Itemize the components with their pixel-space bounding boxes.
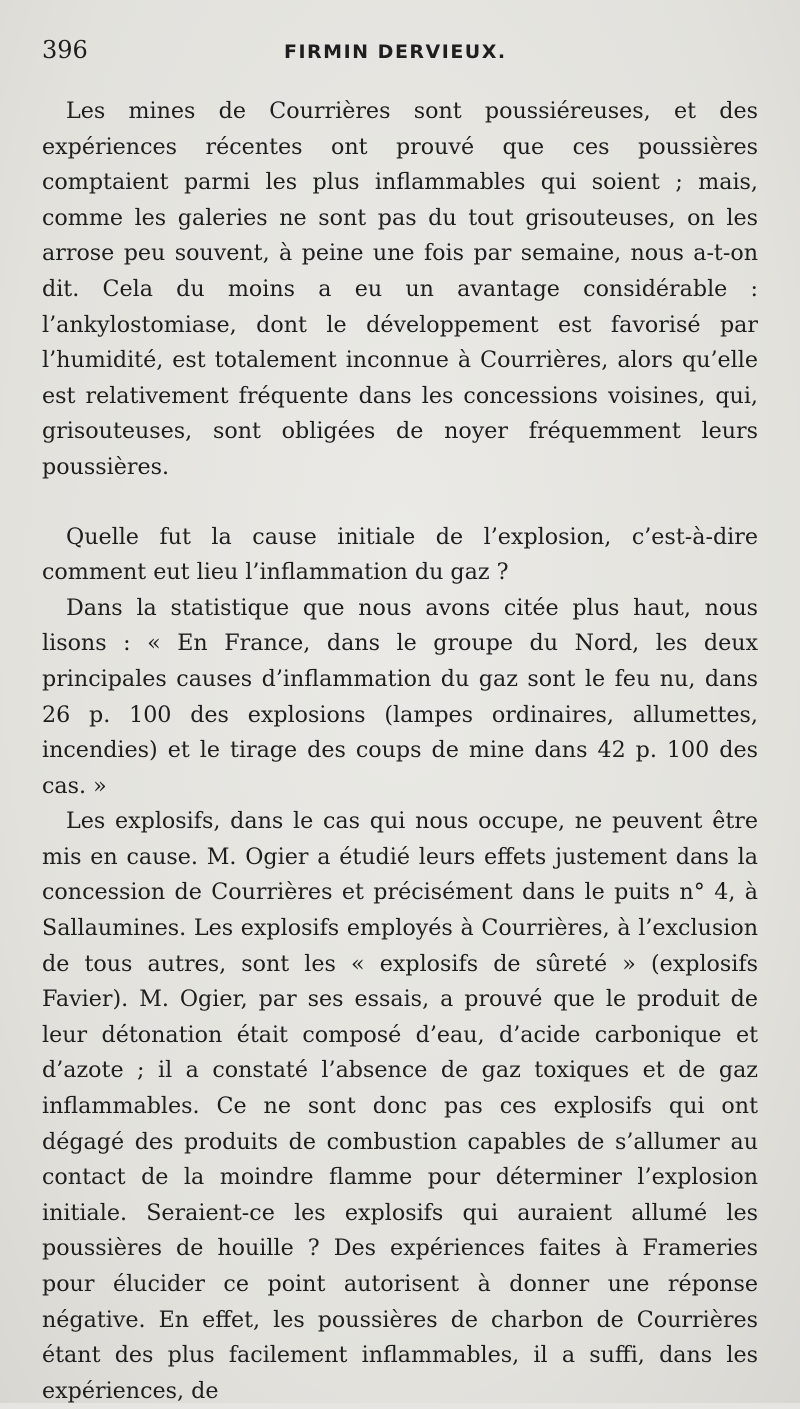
paragraph-1: Les mines de Courrières sont poussiéreuses, et des expériences récentes ont prouvé que ces poussières comptaient parmi les plus inflammables qui soient ; mais, comme les galeries ne sont pas du tout grisouteuses, on les arrose peu souvent, à peine une fois par semaine, nous a-t-on dit. Cela du moins a eu un avantage considérable : l’ankylostomiase, dont le développement est favorisé par l’humidité, est totalement inconnue à Courrières, alors qu’elle est relativement fréquente dans les concessions voisines, qui, grisouteuses, sont obligées de noyer fréquemment leurs poussières. xyxy=(42,98,758,480)
running-title: FIRMIN DERVIEUX. xyxy=(284,41,507,63)
paragraph-2: Quelle fut la cause initiale de l’explosion, c’est-à-dire comment eut lieu l’inflammation du gaz ? xyxy=(42,523,758,586)
paragraph-3: Dans la statistique que nous avons citée plus haut, nous lisons : « En France, dans le groupe du Nord, les deux principales causes d’inflammation du gaz sont le feu nu, dans 26 p. 100 des explosions (lampes ordinaires, allumettes, incendies) et le tirage des coups de mine dans 42 p. 100 des cas. » xyxy=(42,594,758,799)
body-text xyxy=(42,94,758,1409)
running-head xyxy=(42,36,758,76)
page-number: 396 xyxy=(42,36,88,64)
paragraph-4: Les explosifs, dans le cas qui nous occupe, ne peuvent être mis en cause. M. Ogier a étudié leurs effets justement dans la concession de Courrières et précisément dans le puits n° 4, à Sallaumines. Les explosifs employés à Courrières, à l’exclusion de tous autres, sont les « explosifs de sûreté » (explosifs Favier). M. Ogier, par ses essais, a prouvé que le produit de leur détonation était composé d’eau, d’acide carbonique et d’azote ; il a constaté l’absence de gaz toxiques et de gaz inflammables. Ce ne sont donc pas ces explosifs qui ont dégagé des produits de combustion capables de s’allumer au contact de la moindre flamme pour déterminer l’explosion initiale. Seraient-ce les explosifs qui auraient allumé les poussières de houille ? Des expériences faites à Frameries pour élucider ce point autorisent à donner une réponse négative. En effet, les poussières de charbon de Courrières étant des plus facilement inflammables, il a suffi, dans les expériences, de xyxy=(42,808,758,1404)
